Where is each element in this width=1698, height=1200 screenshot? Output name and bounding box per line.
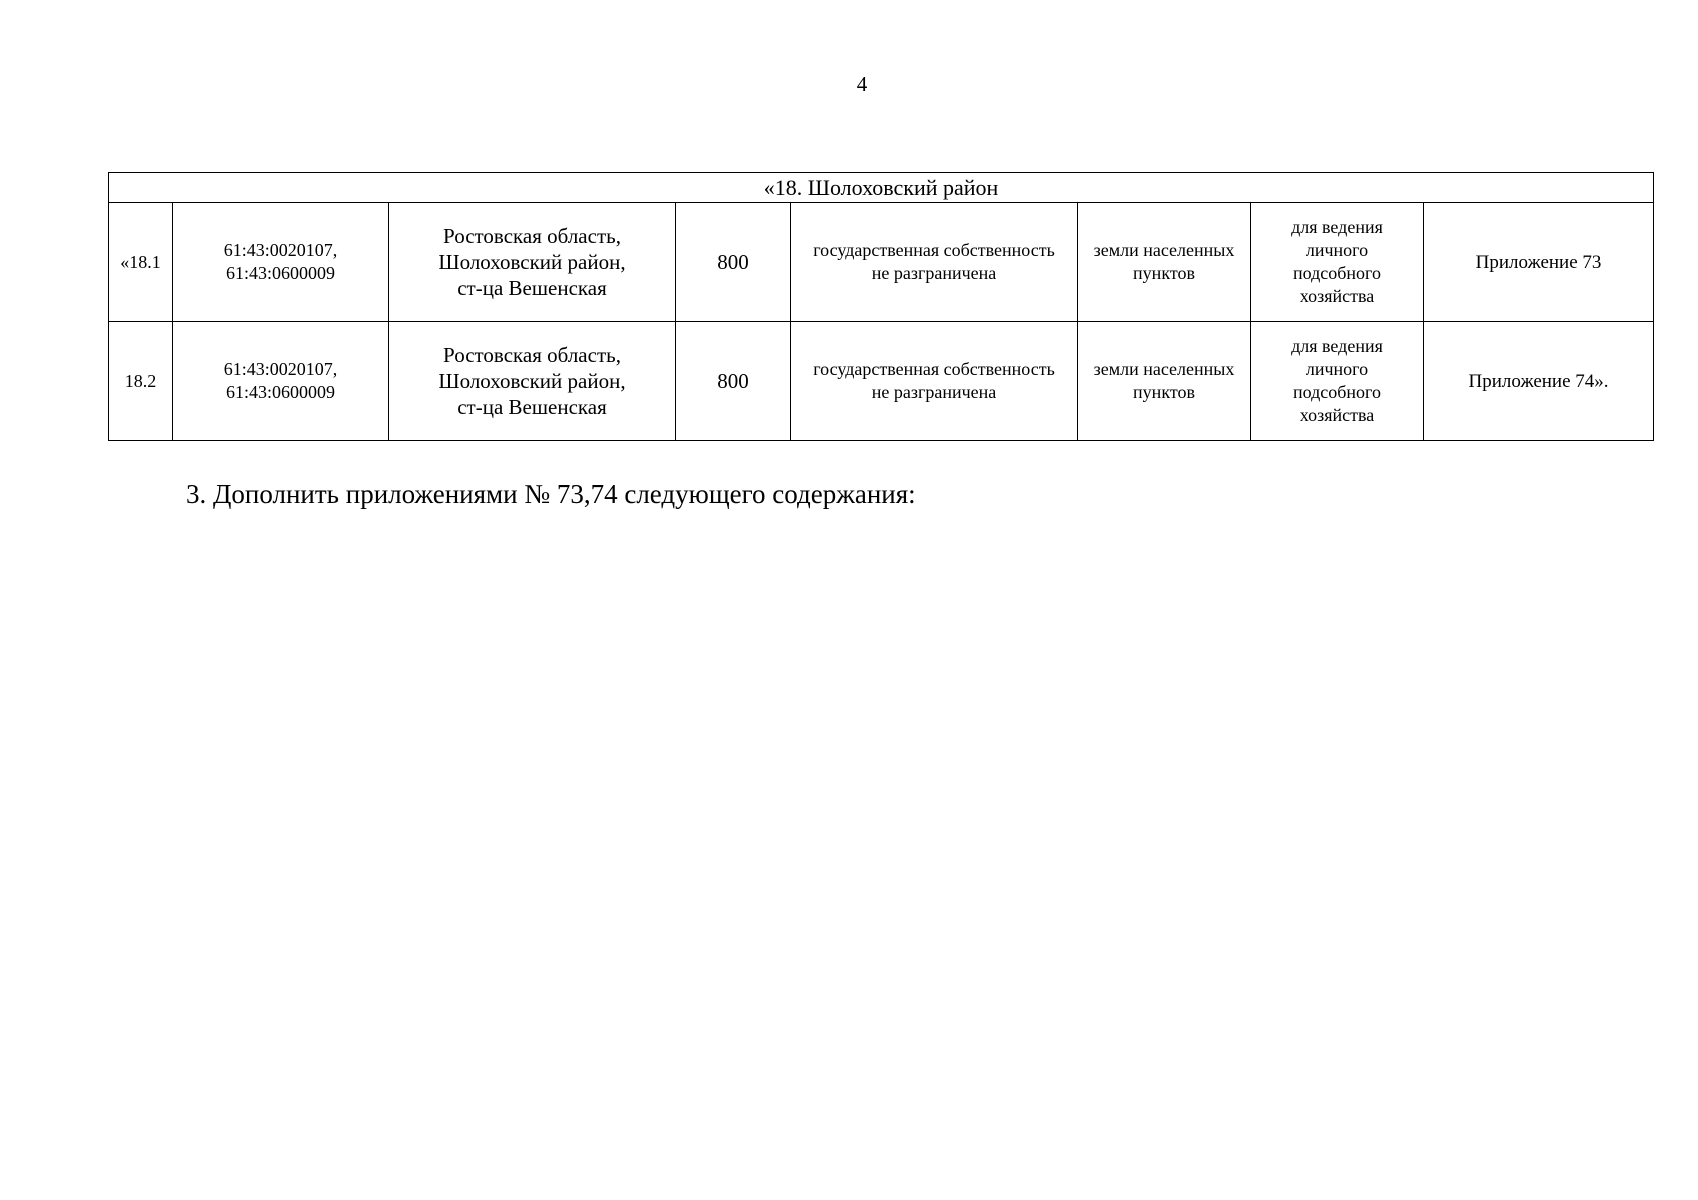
attachment-cell: Приложение 73 xyxy=(1424,203,1654,322)
table-row xyxy=(109,203,1654,322)
land-category-cell: земли населенных пунктов xyxy=(1078,203,1251,322)
cadastral-number-cell: 61:43:0020107, 61:43:0600009 xyxy=(173,322,389,441)
attachment-cell: Приложение 74». xyxy=(1424,322,1654,441)
permitted-use-cell: для ведения личного подсобного хозяйства xyxy=(1251,203,1424,322)
ownership-cell: государственная собственность не разграничена xyxy=(791,203,1078,322)
section-title: «18. Шолоховский район xyxy=(109,173,1654,203)
area-cell: 800 xyxy=(676,203,791,322)
ownership-cell: государственная собственность не разграничена xyxy=(791,322,1078,441)
cadastral-number-cell: 61:43:0020107, 61:43:0600009 xyxy=(173,203,389,322)
address-cell: Ростовская область, Шолоховский район, ст-ца Вешенская xyxy=(389,203,676,322)
row-number-cell: 18.2 xyxy=(109,322,173,441)
address-cell: Ростовская область, Шолоховский район, ст-ца Вешенская xyxy=(389,322,676,441)
land-category-cell: земли населенных пунктов xyxy=(1078,322,1251,441)
table-row xyxy=(109,322,1654,441)
amendment-paragraph: 3. Дополнить приложениями № 73,74 следующего содержания: xyxy=(186,479,916,509)
land-plots-table xyxy=(108,172,1654,441)
area-cell: 800 xyxy=(676,322,791,441)
page-number: 4 xyxy=(856,72,868,96)
table-section-row xyxy=(109,173,1654,203)
row-number-cell: «18.1 xyxy=(109,203,173,322)
permitted-use-cell: для ведения личного подсобного хозяйства xyxy=(1251,322,1424,441)
